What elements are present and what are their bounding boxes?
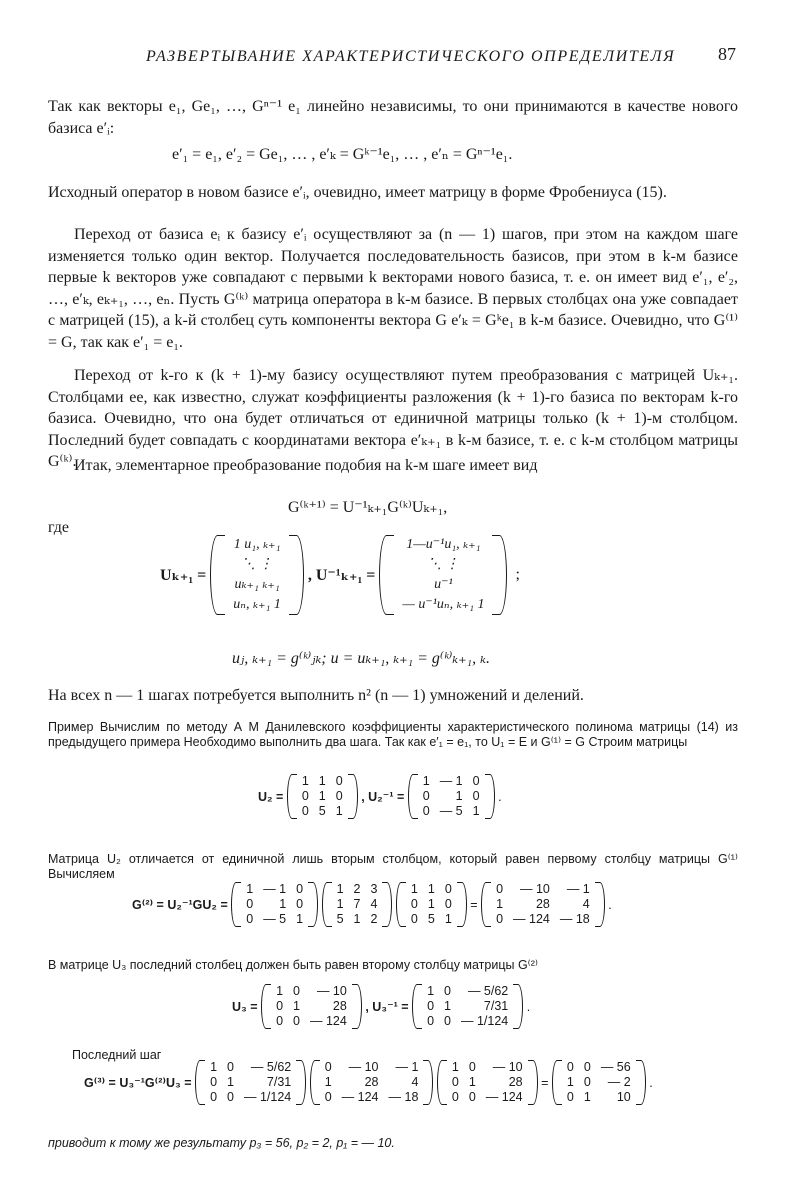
matrix-entry: ⋱ ⋮ <box>427 557 460 572</box>
matrix-cell: 0 <box>566 1060 574 1074</box>
matrix-cell: 0 <box>468 1060 476 1074</box>
matrix-cell: 5 <box>318 804 326 818</box>
matrix-cell: 1 <box>276 984 284 998</box>
matrix-cell: 0 <box>324 1090 332 1104</box>
matrix-row <box>271 999 352 1014</box>
matrix-cell: — 56 <box>600 1060 631 1074</box>
matrix-row <box>271 1014 352 1029</box>
matrix-row <box>297 789 348 804</box>
u2-inverse-matrix <box>408 774 495 819</box>
matrix-entry: u⁻¹ <box>434 577 453 592</box>
matrix-cell: 1 <box>427 897 435 911</box>
matrix-cell: 1 <box>410 882 418 896</box>
period: . <box>526 999 531 1014</box>
matrix-cell: — 124 <box>309 1014 347 1028</box>
paragraph-basis: Так как векторы e₁, Ge₁, …, Gⁿ⁻¹ e₁ линейно независимы, то они принимаются в качестве нового базиса e′ᵢ: <box>48 98 738 137</box>
matrix-entry: 1—u⁻¹u₁, ₖ₊₁ <box>406 537 481 552</box>
matrix-row <box>332 882 383 897</box>
matrix-cell: 1 <box>296 912 304 926</box>
matrix-cell: 0 <box>566 1090 574 1104</box>
matrix-cell: — 5/62 <box>467 984 509 998</box>
matrix-cell: 1 <box>293 999 300 1013</box>
matrix-cell: 1 <box>336 897 344 911</box>
matrix-cell: 1 <box>422 774 430 788</box>
matrices-g3 <box>84 1060 653 1105</box>
paragraph-operation-count: На всех n — 1 шагах потребуется выполнить n² (n — 1) умножений и делений. <box>48 687 584 704</box>
matrix-row <box>205 1090 296 1105</box>
g2-result <box>481 882 605 927</box>
matrix-cell: — 1/124 <box>461 1014 509 1028</box>
matrix-cell: 1 <box>566 1075 574 1089</box>
g2-factor-c <box>396 882 467 927</box>
matrix-cell: — 18 <box>559 912 590 926</box>
matrix-cell: 0 <box>335 789 343 803</box>
matrix-cell: — 5/62 <box>250 1060 292 1074</box>
matrix-cell: 0 <box>324 1060 332 1074</box>
matrices-u3 <box>232 984 530 1029</box>
matrix-cell: 0 <box>301 789 309 803</box>
matrix-cell: 1 <box>444 912 452 926</box>
g3-result <box>552 1060 646 1105</box>
matrix-cell: 28 <box>364 1075 379 1089</box>
example-text: Пример Вычислим по методу А М Данилевского коэффициенты характеристического полинома матрицы (14) из предыдущего примера Необходимо выполнить два шага. Так как e′₁ = e₁, то U₁ = E и G⁽¹⁾ = G Строим матрицы <box>48 720 738 749</box>
matrix-cell: 0 <box>422 804 430 818</box>
matrix-cell: 1 <box>324 1075 332 1089</box>
u3-matrix <box>261 984 362 1029</box>
matrix-cell: 1 <box>335 804 343 818</box>
matrix-row <box>241 912 308 927</box>
matrix-cell: — 5 <box>439 804 463 818</box>
matrix-cell: 1 <box>455 789 463 803</box>
matrix-cell: — 2 <box>607 1075 631 1089</box>
matrix-cell: — 10 <box>316 984 347 998</box>
matrix-cell: 1 <box>227 1075 234 1089</box>
matrix-cell: — 1 <box>395 1060 419 1074</box>
matrix-cell: — 1/124 <box>243 1090 292 1104</box>
matrix-row <box>320 1060 424 1075</box>
matrix-row <box>320 1075 424 1090</box>
matrix-cell: 0 <box>583 1060 591 1074</box>
equation-u-elements: uⱼ, ₖ₊₁ = g⁽ᵏ⁾ⱼₖ; u = uₖ₊₁, ₖ₊₁ = g⁽ᵏ⁾ₖ₊₁, ₖ. <box>232 650 490 667</box>
matrix-row <box>418 789 485 804</box>
matrix-row <box>332 897 383 912</box>
matrix-cell: 0 <box>276 999 284 1013</box>
equation-similarity: G⁽ᵏ⁺¹⁾ = U⁻¹ₖ₊₁G⁽ᵏ⁾Uₖ₊₁, <box>288 499 448 516</box>
matrix-cell: 1 <box>246 882 254 896</box>
matrix-cell: 7/31 <box>266 1075 292 1089</box>
matrix-cell: 0 <box>427 1014 435 1028</box>
matrix-row <box>447 1060 528 1075</box>
matrix-row <box>394 595 492 615</box>
matrix-cell: 0 <box>472 789 480 803</box>
paragraph-frobenius: Исходный оператор в новом базисе e′ᵢ, очевидно, имеет матрицу в форме Фробениуса (15). <box>48 184 667 201</box>
matrix-cell: 1 <box>451 1060 459 1074</box>
matrix-cell: 1 <box>472 804 480 818</box>
matrix-row <box>225 575 289 595</box>
matrix-cell: — 18 <box>388 1090 419 1104</box>
matrix-cell: — 10 <box>492 1060 523 1074</box>
matrix-cell: 0 <box>444 1014 451 1028</box>
matrix-cell: — 124 <box>485 1090 523 1104</box>
matrix-cell: 0 <box>451 1090 459 1104</box>
matrix-row <box>406 897 457 912</box>
matrix-cell: 28 <box>508 1075 523 1089</box>
matrix-cell: 0 <box>335 774 343 788</box>
u-inverse-body <box>394 535 492 615</box>
matrix-cell: 0 <box>246 897 254 911</box>
matrix-row <box>447 1090 528 1105</box>
equals-sign: = <box>541 1075 549 1090</box>
matrix-row <box>447 1075 528 1090</box>
u2-explanation: Матрица U₂ отличается от единичной лишь вторым столбцом, который равен первому столбцу матрицы G⁽¹⁾ Вычисляем <box>48 852 738 881</box>
matrix-cell: 2 <box>353 882 361 896</box>
matrix-cell: 0 <box>301 804 309 818</box>
matrix-cell: 0 <box>444 882 452 896</box>
matrix-row <box>422 984 513 999</box>
matrix-cell: 0 <box>210 1075 218 1089</box>
matrix-row <box>418 804 485 819</box>
matrix-cell: — 10 <box>348 1060 379 1074</box>
matrix-cell: 1 <box>353 912 361 926</box>
matrix-entry: — u⁻¹uₙ, ₖ₊₁ 1 <box>402 597 485 612</box>
u2-label: U₂ = <box>258 789 284 804</box>
u-inverse-label: , U⁻¹ₖ₊₁ = <box>307 567 376 584</box>
u3-inverse-label: , U₃⁻¹ = <box>365 1000 409 1014</box>
matrix-row <box>241 897 308 912</box>
matrix-cell: 4 <box>411 1075 419 1089</box>
matrix-row <box>406 912 457 927</box>
matrix-entry: 1 u₁, ₖ₊₁ <box>233 537 281 552</box>
matrix-cell: 1 <box>318 789 326 803</box>
matrix-cell: 0 <box>444 897 452 911</box>
u2-matrix <box>287 774 358 819</box>
matrix-cell: 0 <box>451 1075 459 1089</box>
equation-new-basis: e′₁ = e₁, e′₂ = Ge₁, … , e′ₖ = Gᵏ⁻¹e₁, … , e′ₙ = Gⁿ⁻¹e₁. <box>172 146 513 163</box>
matrix-cell: 0 <box>296 882 304 896</box>
matrix-row <box>491 897 595 912</box>
matrix-row <box>394 535 492 555</box>
matrices-u2 <box>258 774 502 819</box>
matrix-row <box>332 912 383 927</box>
u2-inverse-label: , U₂⁻¹ = <box>361 790 405 804</box>
matrix-cell: 1 <box>336 882 344 896</box>
g2-label: G⁽²⁾ = U₂⁻¹GU₂ = <box>132 898 228 912</box>
matrix-row <box>271 984 352 999</box>
period: . <box>649 1075 653 1090</box>
matrix-cell: 0 <box>496 912 504 926</box>
matrix-row <box>205 1075 296 1090</box>
matrix-row <box>562 1075 636 1090</box>
u-label: Uₖ₊₁ = <box>160 567 207 584</box>
matrix-cell: — 124 <box>513 912 550 926</box>
period: . <box>498 789 502 804</box>
matrix-cell: 2 <box>370 912 378 926</box>
matrix-cell: 10 <box>616 1090 631 1104</box>
matrix-cell: 0 <box>276 1014 284 1028</box>
matrix-row <box>491 912 595 927</box>
matrix-row <box>422 1014 513 1029</box>
u3-explanation: В матрице U₃ последний столбец должен быть равен второму столбцу матрицы G⁽²⁾ <box>48 958 538 972</box>
u3-label: U₃ = <box>232 999 258 1014</box>
u-matrix-body <box>225 535 289 615</box>
matrix-cell: 28 <box>332 999 347 1013</box>
matrix-cell: 5 <box>427 912 435 926</box>
matrix-cell: — 1 <box>263 882 287 896</box>
matrix-cell: 0 <box>444 984 451 998</box>
matrix-cell: 1 <box>496 897 504 911</box>
period: . <box>608 897 612 912</box>
matrix-cell: 7 <box>353 897 361 911</box>
matrix-cell: 0 <box>246 912 254 926</box>
final-result: приводит к тому же результату p₃ = 56, p₂ = 2, p₁ = — 10. <box>48 1136 395 1150</box>
u-matrices-block <box>160 535 520 615</box>
g3-factor-b <box>310 1060 434 1105</box>
matrix-cell: 0 <box>293 984 300 998</box>
matrix-entry: uₙ, ₖ₊₁ 1 <box>233 597 281 612</box>
matrix-row <box>491 882 595 897</box>
matrix-row <box>225 595 289 615</box>
matrix-cell: 1 <box>583 1090 591 1104</box>
running-header: РАЗВЕРТЫВАНИЕ ХАРАКТЕРИСТИЧЕСКОГО ОПРЕДЕЛИТЕЛЯ <box>146 48 676 65</box>
page-number: 87 <box>718 44 736 64</box>
matrix-row <box>320 1090 424 1105</box>
u3-inverse-matrix <box>412 984 523 1029</box>
matrix-row <box>422 999 513 1014</box>
matrix-cell: 4 <box>582 897 590 911</box>
matrix-cell: 7/31 <box>483 999 509 1013</box>
matrix-row <box>394 575 492 595</box>
word-where: где <box>48 519 70 536</box>
matrix-row <box>406 882 457 897</box>
paragraph-transition: Переход от базиса eᵢ к базису e′ᵢ осуществляют за (n — 1) шагов, при этом на каждом шаге изменяется только один вектор. Получается последовательность базисов, при этом в k-м базисе первые k векторов уже совпадают с первыми k векторами нового базиса, т. е. он имеет вид e′₁, e′₂, …, e′ₖ, eₖ₊₁, …, eₙ. Пусть G⁽ᵏ⁾ матрица оператора в k-м базисе. В первых столбцах она уже совпадает с матрицей (15), а k-й столбец суть компоненты вектора G e′ₖ = Gᵏe₁ в k-м базисе. Очевидно, что G⁽¹⁾ = G, так как e′₁ = e₁. <box>48 226 738 351</box>
semicolon: ; <box>515 566 520 583</box>
matrix-cell: 5 <box>336 912 344 926</box>
matrix-cell: 0 <box>410 897 418 911</box>
g3-factor-c <box>437 1060 538 1105</box>
matrix-cell: — 1 <box>439 774 463 788</box>
matrix-cell: 0 <box>410 912 418 926</box>
matrix-cell: 3 <box>370 882 378 896</box>
matrix-row <box>297 774 348 789</box>
matrix-row <box>205 1060 296 1075</box>
g2-factor-b <box>322 882 393 927</box>
matrix-cell: 4 <box>370 897 378 911</box>
matrix-cell: 1 <box>468 1075 476 1089</box>
matrix-cell: 1 <box>318 774 326 788</box>
paragraph-step-matrix: Переход от k-го к (k + 1)-му базису осуществляют путем преобразования с матрицей Uₖ₊₁. Столбцами ее, как известно, служат коэффициенты разложения (k + 1)-го базиса по векторам k-го базиса. Очевидно, что она будет отличаться от единичной матрицы только (k + 1)-м столбцом. Последний будет совпадать с координатами вектора e′ₖ₊₁ в k-м базисе, т. е. с k-м столбцом матрицы G⁽ᵏ⁾. <box>48 367 738 470</box>
matrix-row <box>225 555 289 575</box>
matrix-cell: 1 <box>444 999 451 1013</box>
matrix-entry: ⋱ ⋮ <box>241 557 273 572</box>
matrix-cell: 1 <box>279 897 287 911</box>
matrix-cell: 0 <box>296 897 304 911</box>
matrix-cell: 0 <box>496 882 504 896</box>
matrix-cell: 0 <box>293 1014 300 1028</box>
u-inverse-matrix <box>379 535 507 615</box>
matrix-row <box>241 882 308 897</box>
matrix-cell: 0 <box>427 999 435 1013</box>
last-step-label: Последний шаг <box>72 1048 162 1062</box>
matrix-cell: 0 <box>227 1090 234 1104</box>
matrix-row <box>225 535 289 555</box>
matrix-cell: — 124 <box>341 1090 379 1104</box>
matrix-cell: 28 <box>535 897 550 911</box>
matrix-cell: — 5 <box>263 912 287 926</box>
matrix-cell: 0 <box>422 789 430 803</box>
matrices-g2 <box>132 882 612 927</box>
matrix-cell: 1 <box>427 882 435 896</box>
matrix-cell: 0 <box>468 1090 476 1104</box>
g3-label: G⁽³⁾ = U₃⁻¹G⁽²⁾U₃ = <box>84 1076 192 1090</box>
u-matrix <box>210 535 304 615</box>
matrix-row <box>562 1060 636 1075</box>
matrix-cell: 1 <box>210 1060 218 1074</box>
matrix-row <box>418 774 485 789</box>
matrix-entry: uₖ₊₁ ₖ₊₁ <box>234 577 280 592</box>
matrix-cell: 1 <box>427 984 435 998</box>
matrix-cell: 0 <box>583 1075 591 1089</box>
matrix-cell: 0 <box>210 1090 218 1104</box>
matrix-cell: — 1 <box>566 882 590 896</box>
matrix-cell: 0 <box>472 774 480 788</box>
g2-factor-a <box>231 882 318 927</box>
matrix-row <box>394 555 492 575</box>
equals-sign: = <box>470 897 478 912</box>
matrix-cell: 1 <box>301 774 309 788</box>
matrix-cell: — 10 <box>519 882 550 896</box>
matrix-row <box>562 1090 636 1105</box>
g3-factor-a <box>195 1060 306 1105</box>
matrix-cell: 0 <box>227 1060 234 1074</box>
paragraph-elementary-transform: Итак, элементарное преобразование подобия на k-м шаге имеет вид <box>74 457 538 474</box>
matrix-row <box>297 804 348 819</box>
